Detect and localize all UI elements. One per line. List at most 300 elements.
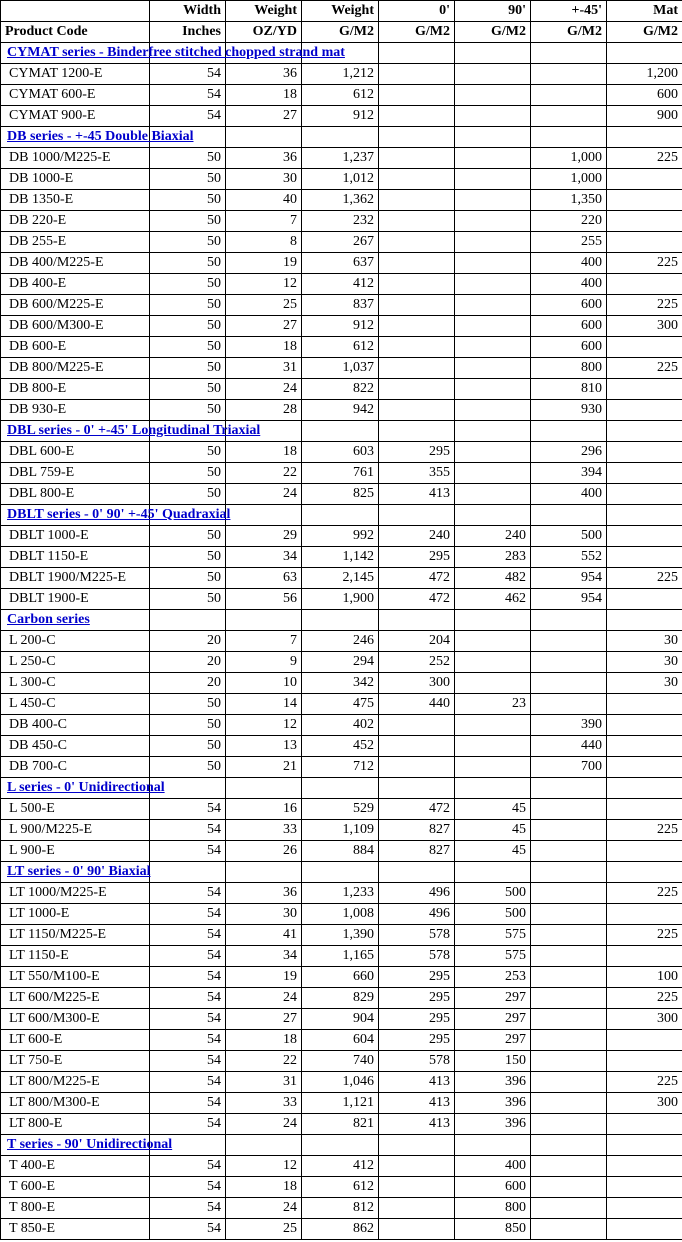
empty-cell (455, 127, 531, 148)
table-row (1, 169, 682, 190)
empty-cell (455, 778, 531, 799)
value-cell: 400 (455, 1156, 531, 1177)
value-cell: 26 (226, 841, 302, 862)
series-title-link[interactable]: Carbon series (1, 610, 150, 631)
value-cell: 394 (531, 463, 607, 484)
value-cell (455, 736, 531, 757)
value-cell (379, 337, 455, 358)
value-cell: 827 (379, 820, 455, 841)
value-cell (455, 232, 531, 253)
value-cell (455, 85, 531, 106)
value-cell: 220 (531, 211, 607, 232)
value-cell: 232 (302, 211, 379, 232)
value-cell: 413 (379, 1072, 455, 1093)
value-cell: 25 (226, 1219, 302, 1240)
value-cell (379, 757, 455, 778)
value-cell: 204 (379, 631, 455, 652)
value-cell: 637 (302, 253, 379, 274)
value-cell (455, 463, 531, 484)
value-cell (607, 589, 682, 610)
value-cell: 500 (455, 883, 531, 904)
product-code-cell: L 200-C (1, 631, 150, 652)
empty-cell (379, 862, 455, 883)
value-cell (455, 379, 531, 400)
value-cell: 54 (150, 1030, 226, 1051)
value-cell: 20 (150, 652, 226, 673)
value-cell: 12 (226, 715, 302, 736)
empty-cell (226, 778, 302, 799)
value-cell: 45 (455, 799, 531, 820)
value-cell: 1,121 (302, 1093, 379, 1114)
value-cell: 604 (302, 1030, 379, 1051)
product-code-cell: L 250-C (1, 652, 150, 673)
value-cell (607, 946, 682, 967)
empty-cell (607, 1135, 682, 1156)
value-cell: 472 (379, 799, 455, 820)
value-cell: 50 (150, 400, 226, 421)
header-cell: G/M2 (379, 22, 455, 43)
table-row (1, 631, 682, 652)
value-cell (455, 400, 531, 421)
value-cell: 225 (607, 295, 682, 316)
header-row-units (1, 22, 682, 43)
value-cell: 12 (226, 1156, 302, 1177)
series-header-row (1, 43, 682, 64)
value-cell: 50 (150, 442, 226, 463)
value-cell: 300 (607, 1093, 682, 1114)
value-cell (531, 1030, 607, 1051)
value-cell: 31 (226, 358, 302, 379)
series-title-link[interactable]: DB series - +-45 Double Biaxial (1, 127, 150, 148)
empty-cell (607, 778, 682, 799)
value-cell: 1,046 (302, 1072, 379, 1093)
product-code-cell: LT 750-E (1, 1051, 150, 1072)
header-cell (1, 1, 150, 22)
value-cell: 30 (607, 631, 682, 652)
product-code-cell: DBL 759-E (1, 463, 150, 484)
table-row (1, 190, 682, 211)
value-cell: 45 (455, 841, 531, 862)
table-row (1, 967, 682, 988)
value-cell: 36 (226, 883, 302, 904)
value-cell: 400 (531, 274, 607, 295)
value-cell: 827 (379, 841, 455, 862)
value-cell (455, 631, 531, 652)
value-cell: 900 (607, 106, 682, 127)
table-row (1, 925, 682, 946)
value-cell (531, 1093, 607, 1114)
product-code-cell: DB 600-E (1, 337, 150, 358)
value-cell: 440 (379, 694, 455, 715)
value-cell: 50 (150, 337, 226, 358)
value-cell: 100 (607, 967, 682, 988)
table-row (1, 295, 682, 316)
value-cell: 954 (531, 589, 607, 610)
value-cell: 1,237 (302, 148, 379, 169)
table-row (1, 547, 682, 568)
table-row (1, 904, 682, 925)
header-cell: G/M2 (607, 22, 682, 43)
value-cell: 50 (150, 190, 226, 211)
table-row (1, 988, 682, 1009)
value-cell: 50 (150, 484, 226, 505)
value-cell (607, 379, 682, 400)
product-code-cell: T 800-E (1, 1198, 150, 1219)
value-cell (607, 736, 682, 757)
header-cell: +-45' (531, 1, 607, 22)
series-title-link[interactable]: L series - 0' Unidirectional (1, 778, 150, 799)
value-cell: 578 (379, 925, 455, 946)
value-cell (531, 841, 607, 862)
value-cell (607, 526, 682, 547)
value-cell: 1,000 (531, 169, 607, 190)
value-cell: 1,165 (302, 946, 379, 967)
empty-cell (531, 505, 607, 526)
value-cell: 810 (531, 379, 607, 400)
value-cell: 412 (302, 274, 379, 295)
value-cell: 1,109 (302, 820, 379, 841)
value-cell (607, 484, 682, 505)
empty-cell (302, 505, 379, 526)
product-code-cell: DBLT 1150-E (1, 547, 150, 568)
value-cell (531, 673, 607, 694)
value-cell (531, 1156, 607, 1177)
table-row (1, 1114, 682, 1135)
value-cell: 529 (302, 799, 379, 820)
value-cell: 54 (150, 946, 226, 967)
empty-cell (379, 127, 455, 148)
table-row (1, 1177, 682, 1198)
value-cell (379, 1198, 455, 1219)
value-cell: 300 (607, 1009, 682, 1030)
value-cell: 612 (302, 85, 379, 106)
product-code-cell: LT 800-E (1, 1114, 150, 1135)
value-cell: 50 (150, 295, 226, 316)
value-cell: 600 (607, 85, 682, 106)
value-cell: 390 (531, 715, 607, 736)
value-cell (607, 694, 682, 715)
value-cell: 225 (607, 148, 682, 169)
value-cell: 600 (531, 295, 607, 316)
product-code-cell: DB 400-E (1, 274, 150, 295)
value-cell: 18 (226, 1177, 302, 1198)
value-cell (607, 1177, 682, 1198)
value-cell: 50 (150, 715, 226, 736)
value-cell: 10 (226, 673, 302, 694)
value-cell: 930 (531, 400, 607, 421)
table-row (1, 106, 682, 127)
series-title-link[interactable]: CYMAT series - Binderfree stitched chopped strand mat (1, 43, 150, 64)
table-header (1, 1, 682, 43)
table-row (1, 1198, 682, 1219)
product-code-cell: DBLT 1900-E (1, 589, 150, 610)
empty-cell (455, 610, 531, 631)
table-row (1, 1219, 682, 1240)
value-cell: 500 (531, 526, 607, 547)
value-cell (607, 442, 682, 463)
value-cell: 578 (379, 946, 455, 967)
value-cell: 396 (455, 1093, 531, 1114)
header-cell: Weight (226, 1, 302, 22)
value-cell (531, 1072, 607, 1093)
value-cell (607, 799, 682, 820)
value-cell (531, 64, 607, 85)
header-cell: 90' (455, 1, 531, 22)
value-cell: 7 (226, 631, 302, 652)
value-cell (531, 967, 607, 988)
value-cell: 712 (302, 757, 379, 778)
table-row (1, 358, 682, 379)
value-cell: 612 (302, 337, 379, 358)
value-cell: 21 (226, 757, 302, 778)
value-cell: 603 (302, 442, 379, 463)
empty-cell (607, 421, 682, 442)
empty-cell (302, 778, 379, 799)
value-cell: 413 (379, 1114, 455, 1135)
value-cell: 50 (150, 358, 226, 379)
product-code-cell: DBL 800-E (1, 484, 150, 505)
header-cell: OZ/YD (226, 22, 302, 43)
value-cell (455, 190, 531, 211)
empty-cell (531, 127, 607, 148)
value-cell: 496 (379, 883, 455, 904)
value-cell: 225 (607, 568, 682, 589)
value-cell (607, 169, 682, 190)
value-cell: 400 (531, 253, 607, 274)
value-cell: 7 (226, 211, 302, 232)
value-cell: 50 (150, 169, 226, 190)
value-cell (379, 106, 455, 127)
value-cell: 600 (531, 337, 607, 358)
product-code-cell: T 400-E (1, 1156, 150, 1177)
value-cell (531, 883, 607, 904)
table-row (1, 400, 682, 421)
value-cell: 54 (150, 841, 226, 862)
empty-cell (455, 862, 531, 883)
value-cell: 54 (150, 1114, 226, 1135)
empty-cell (302, 421, 379, 442)
value-cell (455, 673, 531, 694)
value-cell: 56 (226, 589, 302, 610)
empty-cell (531, 778, 607, 799)
series-header-row (1, 505, 682, 526)
value-cell (531, 988, 607, 1009)
value-cell: 1,390 (302, 925, 379, 946)
value-cell: 552 (531, 547, 607, 568)
empty-cell (531, 421, 607, 442)
value-cell: 54 (150, 1219, 226, 1240)
header-cell: Product Code (1, 22, 150, 43)
value-cell (607, 1114, 682, 1135)
value-cell: 54 (150, 85, 226, 106)
value-cell (379, 211, 455, 232)
value-cell (531, 1219, 607, 1240)
value-cell: 578 (379, 1051, 455, 1072)
empty-cell (302, 127, 379, 148)
value-cell: 246 (302, 631, 379, 652)
value-cell (607, 1156, 682, 1177)
value-cell (607, 757, 682, 778)
value-cell: 33 (226, 820, 302, 841)
value-cell (607, 463, 682, 484)
value-cell: 54 (150, 1156, 226, 1177)
value-cell: 402 (302, 715, 379, 736)
value-cell: 452 (302, 736, 379, 757)
value-cell: 225 (607, 988, 682, 1009)
value-cell (531, 1051, 607, 1072)
table-row (1, 1030, 682, 1051)
value-cell: 912 (302, 316, 379, 337)
empty-cell (302, 610, 379, 631)
value-cell: 297 (455, 1030, 531, 1051)
product-code-cell: L 900/M225-E (1, 820, 150, 841)
empty-cell (379, 1135, 455, 1156)
value-cell: 30 (226, 169, 302, 190)
empty-cell (607, 862, 682, 883)
value-cell: 295 (379, 442, 455, 463)
value-cell (607, 1219, 682, 1240)
value-cell: 18 (226, 337, 302, 358)
product-code-cell: DBLT 1000-E (1, 526, 150, 547)
series-title-link[interactable]: T series - 90' Unidirectional (1, 1135, 150, 1156)
product-code-cell: DBL 600-E (1, 442, 150, 463)
value-cell (455, 337, 531, 358)
value-cell: 413 (379, 484, 455, 505)
table-row (1, 589, 682, 610)
value-cell (379, 358, 455, 379)
value-cell: 25 (226, 295, 302, 316)
value-cell (531, 1114, 607, 1135)
value-cell: 700 (531, 757, 607, 778)
value-cell: 267 (302, 232, 379, 253)
value-cell: 27 (226, 1009, 302, 1030)
empty-cell (150, 610, 226, 631)
product-code-cell: LT 800/M225-E (1, 1072, 150, 1093)
value-cell: 225 (607, 883, 682, 904)
value-cell: 27 (226, 106, 302, 127)
value-cell: 954 (531, 568, 607, 589)
value-cell: 800 (531, 358, 607, 379)
value-cell: 1,037 (302, 358, 379, 379)
value-cell: 612 (302, 1177, 379, 1198)
table-row (1, 1156, 682, 1177)
series-title-link[interactable]: DBL series - 0' +-45' Longitudinal Triaxial (1, 421, 150, 442)
value-cell (531, 652, 607, 673)
empty-cell (607, 127, 682, 148)
value-cell: 472 (379, 568, 455, 589)
value-cell: 54 (150, 64, 226, 85)
table-row (1, 652, 682, 673)
value-cell: 829 (302, 988, 379, 1009)
value-cell: 30 (607, 652, 682, 673)
product-code-cell: LT 1000/M225-E (1, 883, 150, 904)
value-cell: 54 (150, 1009, 226, 1030)
product-code-cell: DBLT 1900/M225-E (1, 568, 150, 589)
series-header-row (1, 778, 682, 799)
value-cell: 34 (226, 547, 302, 568)
value-cell: 50 (150, 568, 226, 589)
table-row (1, 1009, 682, 1030)
value-cell (607, 904, 682, 925)
table-row (1, 253, 682, 274)
table-row (1, 736, 682, 757)
value-cell: 50 (150, 316, 226, 337)
value-cell: 297 (455, 988, 531, 1009)
table-row (1, 1093, 682, 1114)
value-cell: 16 (226, 799, 302, 820)
value-cell (607, 547, 682, 568)
value-cell (379, 1156, 455, 1177)
value-cell: 22 (226, 1051, 302, 1072)
value-cell: 24 (226, 1198, 302, 1219)
value-cell: 12 (226, 274, 302, 295)
value-cell (531, 1198, 607, 1219)
product-code-cell: DB 1350-E (1, 190, 150, 211)
value-cell: 761 (302, 463, 379, 484)
header-cell: G/M2 (531, 22, 607, 43)
value-cell: 50 (150, 253, 226, 274)
empty-cell (531, 1135, 607, 1156)
value-cell (531, 1009, 607, 1030)
value-cell: 22 (226, 463, 302, 484)
value-cell: 740 (302, 1051, 379, 1072)
value-cell: 600 (455, 1177, 531, 1198)
value-cell (455, 652, 531, 673)
value-cell: 54 (150, 967, 226, 988)
value-cell: 400 (531, 484, 607, 505)
header-cell: Inches (150, 22, 226, 43)
value-cell: 54 (150, 1072, 226, 1093)
table-row (1, 841, 682, 862)
series-title-link[interactable]: LT series - 0' 90' Biaxial (1, 862, 150, 883)
table-row (1, 820, 682, 841)
value-cell: 19 (226, 253, 302, 274)
value-cell: 355 (379, 463, 455, 484)
value-cell: 300 (607, 316, 682, 337)
empty-cell (379, 505, 455, 526)
value-cell: 54 (150, 1177, 226, 1198)
table-row (1, 463, 682, 484)
value-cell: 850 (455, 1219, 531, 1240)
table-row (1, 379, 682, 400)
value-cell: 50 (150, 589, 226, 610)
product-code-cell: DB 930-E (1, 400, 150, 421)
value-cell: 440 (531, 736, 607, 757)
value-cell: 500 (455, 904, 531, 925)
header-cell: Mat (607, 1, 682, 22)
value-cell (531, 799, 607, 820)
product-code-cell: DB 1000-E (1, 169, 150, 190)
value-cell: 300 (379, 673, 455, 694)
product-code-cell: CYMAT 1200-E (1, 64, 150, 85)
value-cell (531, 925, 607, 946)
value-cell: 255 (531, 232, 607, 253)
table-row (1, 484, 682, 505)
value-cell: 24 (226, 1114, 302, 1135)
value-cell: 297 (455, 1009, 531, 1030)
value-cell: 14 (226, 694, 302, 715)
value-cell (379, 715, 455, 736)
table-row (1, 442, 682, 463)
value-cell (531, 1177, 607, 1198)
value-cell: 821 (302, 1114, 379, 1135)
value-cell (531, 631, 607, 652)
empty-cell (226, 127, 302, 148)
value-cell: 30 (607, 673, 682, 694)
series-title-link[interactable]: DBLT series - 0' 90' +-45' Quadraxial (1, 505, 150, 526)
value-cell (607, 841, 682, 862)
value-cell (607, 1030, 682, 1051)
